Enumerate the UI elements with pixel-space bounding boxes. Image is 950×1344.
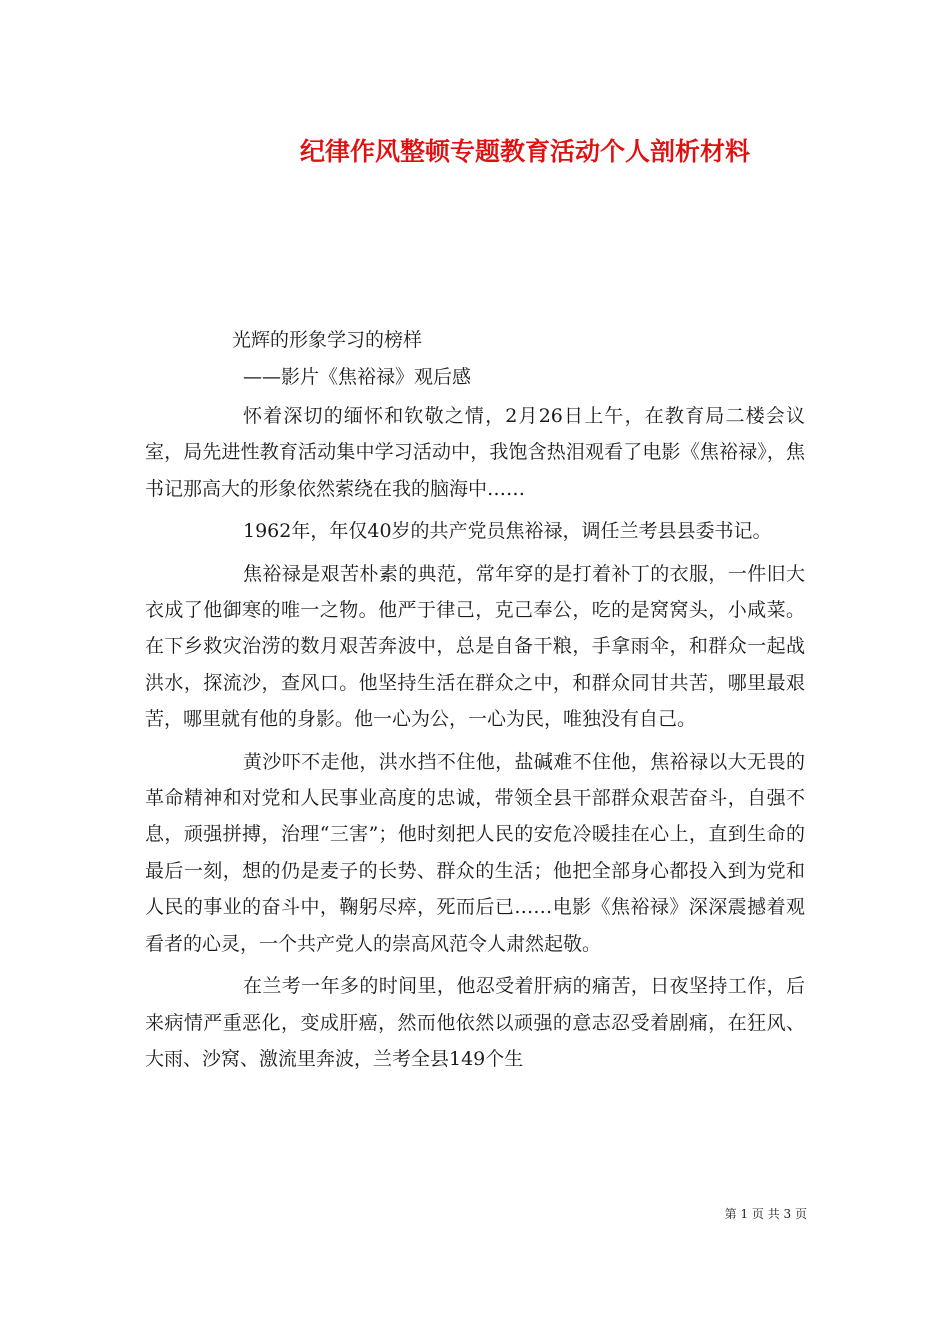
page-number-footer: 第 1 页 共 3 页 xyxy=(724,1207,807,1221)
article-subheading: ——影片《焦裕禄》观后感 xyxy=(243,366,472,388)
paragraph: 在兰考一年多的时间里，他忍受着肝病的痛苦，日夜坚持工作，后来病情严重恶化，变成肝癌，然而他依然以顽强的意志忍受着剧痛，在狂风、大雨、沙窝、激流里奔波，兰考全县149个生 xyxy=(145,975,805,1070)
paragraph: 黄沙吓不走他，洪水挡不住他，盐碱难不住他，焦裕禄以大无畏的革命精神和对党和人民事业高度的忠诚，带领全县干部群众艰苦奋斗，自强不息，顽强拼搏，治理“三害”；他时刻把人民的安危冷暖挂在心上，直到生命的最后一刻，想的仍是麦子的长势、群众的生活；他把全部身心都投入到为党和人民的事业的奋斗中，鞠躬尽瘁，死而后已……电影《焦裕禄》深深震撼着观看者的心灵，一个共产党人的崇高风范令人肃然起敬。 xyxy=(145,750,805,955)
paragraph: 怀着深切的缅怀和钦敬之情，2月26日上午，在教育局二楼会议室，局先进性教育活动集中学习活动中，我饱含热泪观看了电影《焦裕禄》，焦书记那高大的形象依然萦绕在我的脑海中…… xyxy=(145,405,805,500)
article-body xyxy=(145,398,805,1083)
article-subtitle: 光辉的形象学习的榜样 xyxy=(232,329,423,351)
paragraph: 焦裕禄是艰苦朴素的典范，常年穿的是打着补丁的衣服，一件旧大衣成了他御寒的唯一之物。他严于律己，克己奉公，吃的是窝窝头，小咸菜。在下乡救灾治涝的数月艰苦奔波中，总是自备干粮，手拿雨伞，和群众一起战洪水，探流沙，查风口。他坚持生活在群众之中，和群众同甘共苦，哪里最艰苦，哪里就有他的身影。他一心为公，一心为民，唯独没有自己。 xyxy=(145,562,805,731)
paragraph: 1962年，年仅40岁的共产党员焦裕禄，调任兰考县县委书记。 xyxy=(243,520,772,543)
document-title: 纪律作风整顿专题教育活动个人剖析材料 xyxy=(299,137,750,166)
